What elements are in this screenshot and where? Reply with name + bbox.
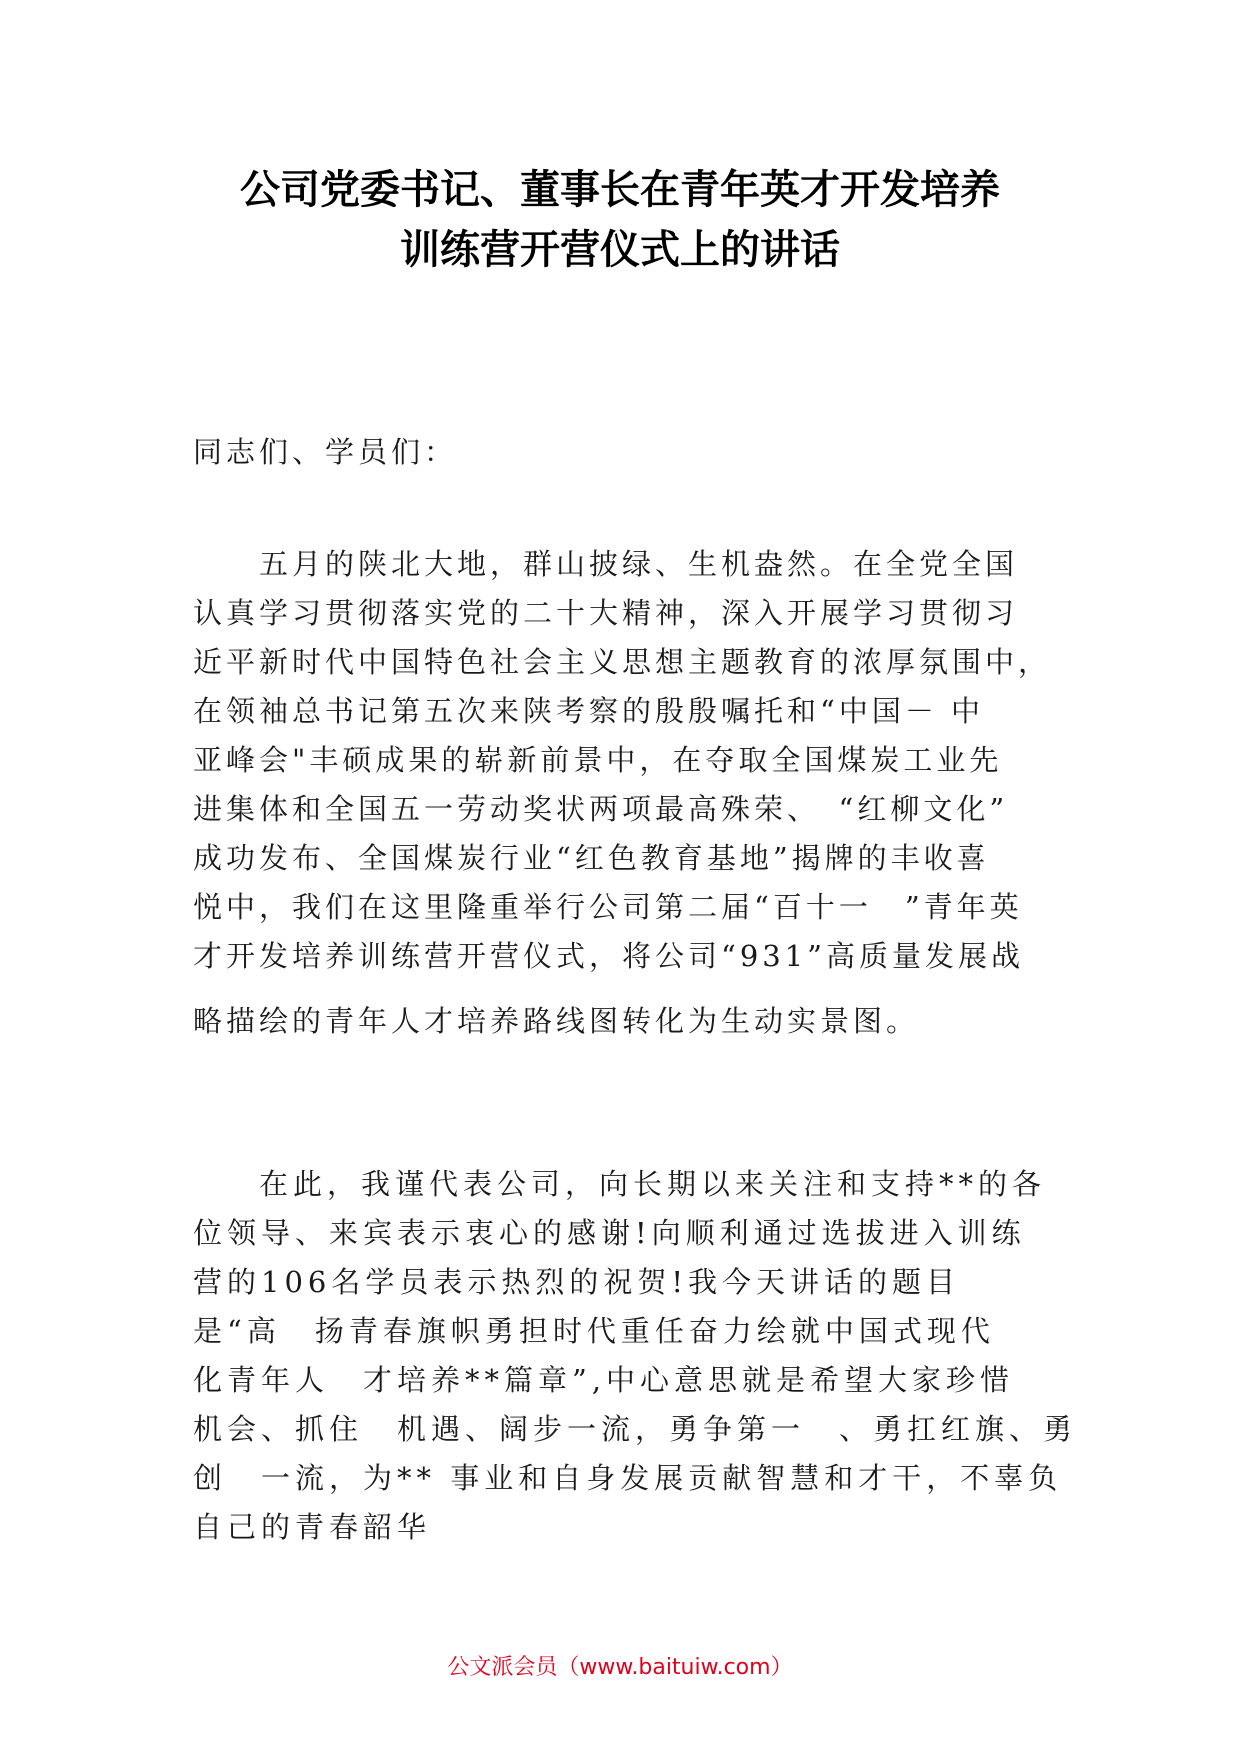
- paragraph-line: 机会、抓住 机遇、阔步一流，勇争第一 、勇扛红旗、勇: [193, 1412, 1078, 1446]
- document-title: [160, 160, 1080, 280]
- paragraph-line: 才开发培养训练营开营仪式，将公司“931”高质量发展战: [193, 939, 1025, 973]
- paragraph-2: [193, 1160, 1078, 1552]
- paragraph-line: 成功发布、全国煤炭行业“红色教育基地”揭牌的丰收喜: [193, 841, 990, 875]
- paragraph-line: 略描绘的青年人才培养路线图转化为生动实景图。: [193, 1004, 920, 1038]
- paragraph-line: 位领导、来宾表示衷心的感谢!向顺利通过选拔进入训练: [193, 1216, 1026, 1250]
- paragraph-1: [193, 540, 1073, 1046]
- title-line-2: 训练营开营仪式上的讲话: [400, 227, 840, 273]
- paragraph-line: 自己的青春韶华: [193, 1510, 432, 1544]
- paragraph-line: 认真学习贯彻落实党的二十大精神，深入开展学习贯彻习: [193, 596, 1019, 630]
- paragraph-line: 创 一流，为** 事业和自身发展贡献智慧和才干，不辜负: [193, 1461, 1063, 1495]
- paragraph-line: 在领袖总书记第五次来陕考察的殷殷嘱托和“中国－ 中: [193, 694, 985, 728]
- paragraph-line: 近平新时代中国特色社会主义思想主题教育的浓厚氛围中，: [193, 645, 1052, 679]
- paragraph-line: 是“高 扬青春旗帜勇担时代重任奋力绘就中国式现代: [193, 1314, 995, 1348]
- paragraph-line: 进集体和全国五一劳动奖状两项最高殊荣、 “红柳文化”: [193, 792, 1009, 826]
- paragraph-line: 化青年人 才培养**篇章”,中心意思就是希望大家珍惜: [193, 1363, 1015, 1397]
- paragraph-line: 悦中，我们在这里隆重举行公司第二届“百十一 ”青年英: [193, 890, 1023, 924]
- title-line-1: 公司党委书记、董事长在青年英才开发培养: [240, 167, 1000, 213]
- salutation: 同志们、学员们：: [193, 435, 458, 469]
- paragraph-line: 营的106名学员表示热烈的祝贺!我今天讲话的题目: [193, 1265, 961, 1299]
- footer-watermark-link[interactable]: 公文派会员（www.baituiw.com）: [447, 1655, 793, 1680]
- paragraph-line: 五月的陕北大地，群山披绿、生机盎然。在全党全国: [259, 547, 1019, 581]
- paragraph-line: 亚峰会"丰硕成果的崭新前景中，在夺取全国煤炭工业先: [193, 743, 1003, 777]
- paragraph-line: 在此，我谨代表公司，向长期以来关注和支持**的各: [259, 1167, 1047, 1201]
